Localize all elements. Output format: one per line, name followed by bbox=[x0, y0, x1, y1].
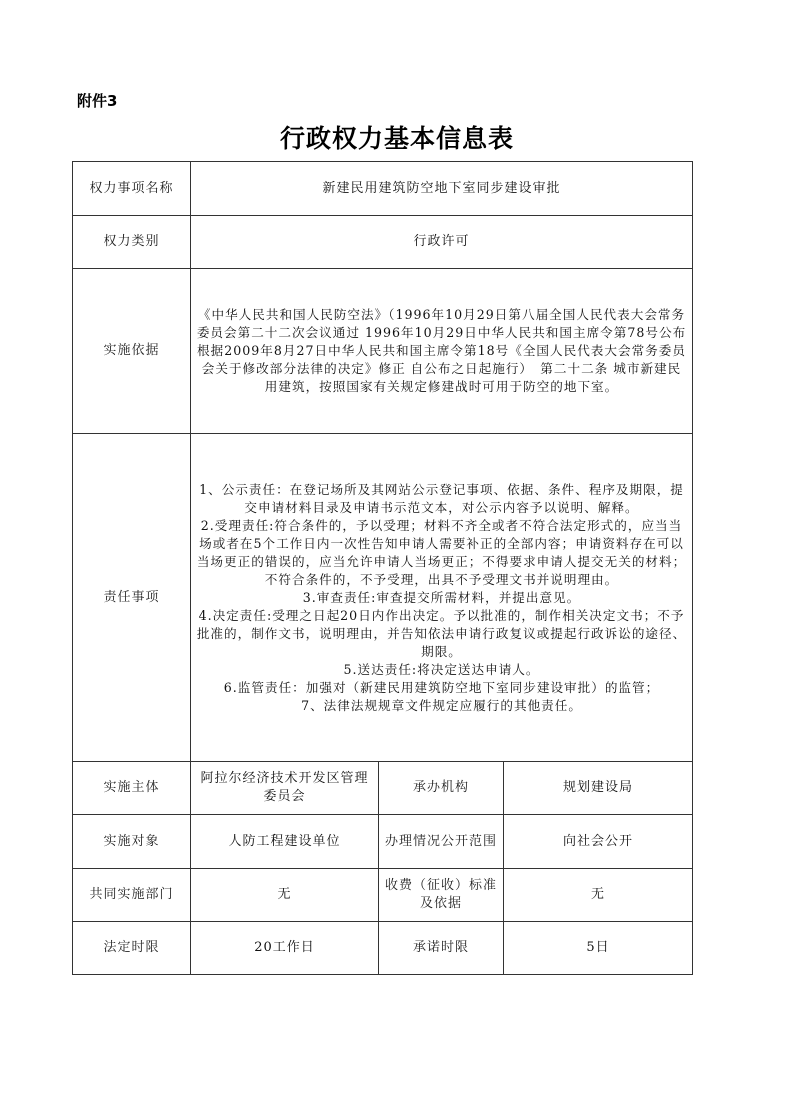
info-table bbox=[72, 161, 693, 975]
power-category-label: 权力类别 bbox=[73, 216, 191, 269]
responsibility-item: 1、公示责任：在登记场所及其网站公示登记事项、依据、条件、程序及期限，提交申请材料目录及申请书示范文本，对公示内容予以说明、解释。 bbox=[199, 481, 684, 515]
responsibility-list bbox=[191, 434, 693, 762]
basis-label: 实施依据 bbox=[73, 269, 191, 434]
page-title: 行政权力基本信息表 bbox=[279, 124, 514, 153]
power-name-label: 权力事项名称 bbox=[73, 162, 191, 216]
promised-time-limit-value: 5日 bbox=[504, 922, 693, 975]
table-row-name bbox=[73, 162, 693, 216]
responsibility-item: 3.审查责任:审查提交所需材料，并提出意见。 bbox=[302, 589, 581, 605]
responsibility-item: 2.受理责任:符合条件的，予以受理；材料不齐全或者不符合法定形式的，应当当场或者在5个工作日内一次性告知申请人需要补正的全部内容；申请资料存在可以当场更正的错误的，应当允许申请人当场更正；不得要求申请人提交无关的材料；不符合条件的，不予受理，出具不予受理文书并说明理由。 bbox=[196, 517, 687, 587]
power-category-value: 行政许可 bbox=[191, 216, 693, 269]
subject-value: 阿拉尔经济技术开发区管理委员会 bbox=[191, 762, 379, 815]
responsibility-item: 6.监管责任：加强对（新建民用建筑防空地下室同步建设审批）的监管； bbox=[223, 679, 660, 695]
attachment-label: 附件3 bbox=[77, 92, 118, 110]
fee-standard-label: 收费（征收）标准及依据 bbox=[379, 869, 504, 922]
legal-time-limit-label: 法定时限 bbox=[73, 922, 191, 975]
responsibility-item: 5.送达责任:将决定送达申请人。 bbox=[343, 661, 540, 677]
handling-agency-value: 规划建设局 bbox=[504, 762, 693, 815]
power-name-value: 新建民用建筑防空地下室同步建设审批 bbox=[191, 162, 693, 216]
table-row-target bbox=[73, 815, 693, 869]
disclosure-scope-value: 向社会公开 bbox=[504, 815, 693, 869]
table-row-time-limit bbox=[73, 922, 693, 975]
handling-agency-label: 承办机构 bbox=[379, 762, 504, 815]
table-row-co-dept bbox=[73, 869, 693, 922]
target-label: 实施对象 bbox=[73, 815, 191, 869]
co-dept-value: 无 bbox=[191, 869, 379, 922]
table-row-subject bbox=[73, 762, 693, 815]
responsibility-label: 责任事项 bbox=[73, 434, 191, 762]
responsibility-item: 7、法律法规规章文件规定应履行的其他责任。 bbox=[301, 697, 582, 713]
fee-standard-value: 无 bbox=[504, 869, 693, 922]
subject-label: 实施主体 bbox=[73, 762, 191, 815]
table-row-basis bbox=[73, 269, 693, 434]
basis-value: 《中华人民共和国人民防空法》（1996年10月29日第八届全国人民代表大会常务委员会第二十二次会议通过 1996年10月29日中华人民共和国主席令第78号公布 根据2009年8月27日中华人民共和国主席令第18号《全国人民代表大会常务委员会关于修改部分法律的决定》修正 自公布之日起施行） 第二十二条 城市新建民用建筑，按照国家有关规定修建战时可用于防空的地下室。 bbox=[191, 269, 693, 434]
disclosure-scope-label: 办理情况公开范围 bbox=[379, 815, 504, 869]
co-dept-label: 共同实施部门 bbox=[73, 869, 191, 922]
table-row-responsibility bbox=[73, 434, 693, 762]
responsibility-item: 4.决定责任:受理之日起20日内作出决定。予以批准的，制作相关决定文书；不予批准的，制作文书，说明理由，并告知依法申请行政复议或提起行政诉讼的途径、期限。 bbox=[196, 607, 687, 659]
target-value: 人防工程建设单位 bbox=[191, 815, 379, 869]
promised-time-limit-label: 承诺时限 bbox=[379, 922, 504, 975]
legal-time-limit-value: 20工作日 bbox=[191, 922, 379, 975]
table-row-category bbox=[73, 216, 693, 269]
